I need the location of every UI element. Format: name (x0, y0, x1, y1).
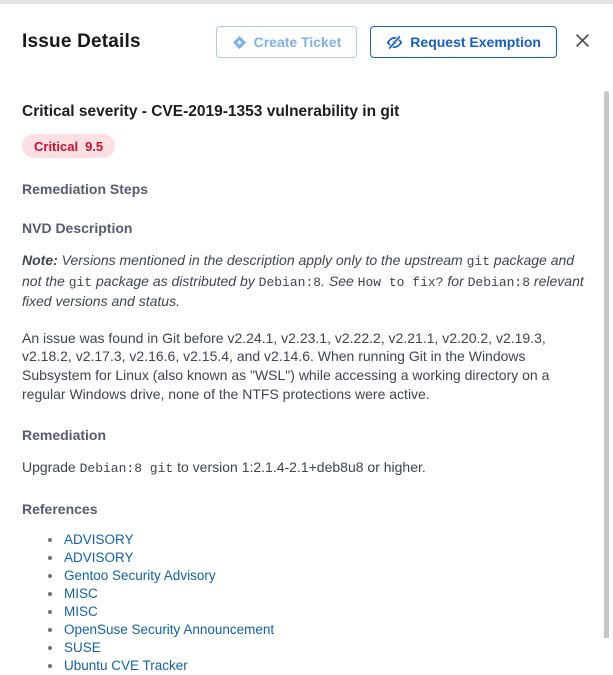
note-text: relevant fixed versions and status. (22, 272, 584, 309)
remediation-heading: Remediation (22, 426, 107, 443)
eye-off-icon (386, 34, 403, 51)
page-title: Issue Details (22, 31, 141, 52)
request-exemption-label: Request Exemption (410, 34, 541, 50)
reference-link[interactable]: SUSE (64, 640, 101, 656)
diamond-ticket-icon (232, 35, 247, 50)
reference-link[interactable]: Ubuntu CVE Tracker (64, 658, 188, 674)
create-ticket-button[interactable] (216, 26, 358, 58)
note-text: for (443, 272, 468, 289)
note-label: Note: (22, 252, 58, 268)
list-item (63, 567, 589, 585)
create-ticket-label: Create Ticket (253, 34, 342, 50)
panel-top-edge (0, 0, 613, 4)
reference-link[interactable]: MISC (64, 586, 98, 602)
remediation-text: to version 1:2.1.4-2.1+deb8u8 or higher. (173, 458, 426, 475)
reference-link[interactable]: Gentoo Security Advisory (64, 568, 216, 584)
references-heading: References (22, 501, 98, 518)
list-item (63, 639, 589, 657)
vertical-scrollbar[interactable] (604, 91, 609, 638)
request-exemption-button[interactable] (370, 26, 557, 58)
nvd-description-paragraph: An issue was found in Git before v2.24.1, v2.23.1, v2.22.2, v2.21.1, v2.20.2, v2.19.3, v2.18.2, v2.17.3, v2.16.6, v2.15.4, and v2.14.6. When running Git in the Windows Subsystem for Linux (also known as "WSL") while accessing a working directory on a regular Windows drive, none of the NTFS protections were active. (22, 329, 550, 402)
issue-details-body (0, 58, 613, 675)
severity-score: 9.5 (85, 138, 104, 154)
note-paragraph (22, 251, 589, 312)
references-list (63, 531, 589, 675)
code-debian8: Debian:8 (258, 274, 322, 290)
note-text: package and not the (22, 252, 575, 289)
reference-link[interactable]: ADVISORY (64, 550, 134, 566)
reference-link[interactable]: ADVISORY (64, 532, 134, 548)
code-debian8-git: Debian:8 git (79, 460, 174, 476)
note-text: . See (321, 272, 358, 289)
remediation-text: Upgrade (22, 458, 80, 475)
issue-details-header (0, 0, 613, 58)
note-text: package as distributed by (92, 272, 259, 289)
remediation-paragraph (22, 458, 589, 479)
list-item (63, 531, 589, 549)
list-item (63, 549, 589, 567)
list-item (63, 585, 589, 603)
close-button[interactable] (571, 31, 593, 53)
note-text: Versions mentioned in the description apply only to the upstream (57, 252, 467, 268)
list-item (63, 657, 589, 675)
nvd-description-heading: NVD Description (22, 220, 133, 236)
remediation-steps-heading: Remediation Steps (22, 181, 149, 197)
issue-title: Critical severity - CVE-2019-1353 vulnerability in git (22, 103, 400, 120)
list-item (63, 621, 589, 639)
code-how-to-fix: How to fix? (357, 274, 444, 290)
code-debian8: Debian:8 (467, 274, 531, 290)
reference-link[interactable]: OpenSuse Security Announcement (64, 622, 275, 638)
close-icon (575, 33, 590, 51)
code-git: git (466, 254, 491, 269)
severity-badge (22, 134, 115, 158)
code-git: git (68, 274, 93, 290)
reference-link[interactable]: MISC (64, 604, 98, 620)
list-item (63, 603, 589, 621)
severity-label: Critical (34, 138, 79, 154)
